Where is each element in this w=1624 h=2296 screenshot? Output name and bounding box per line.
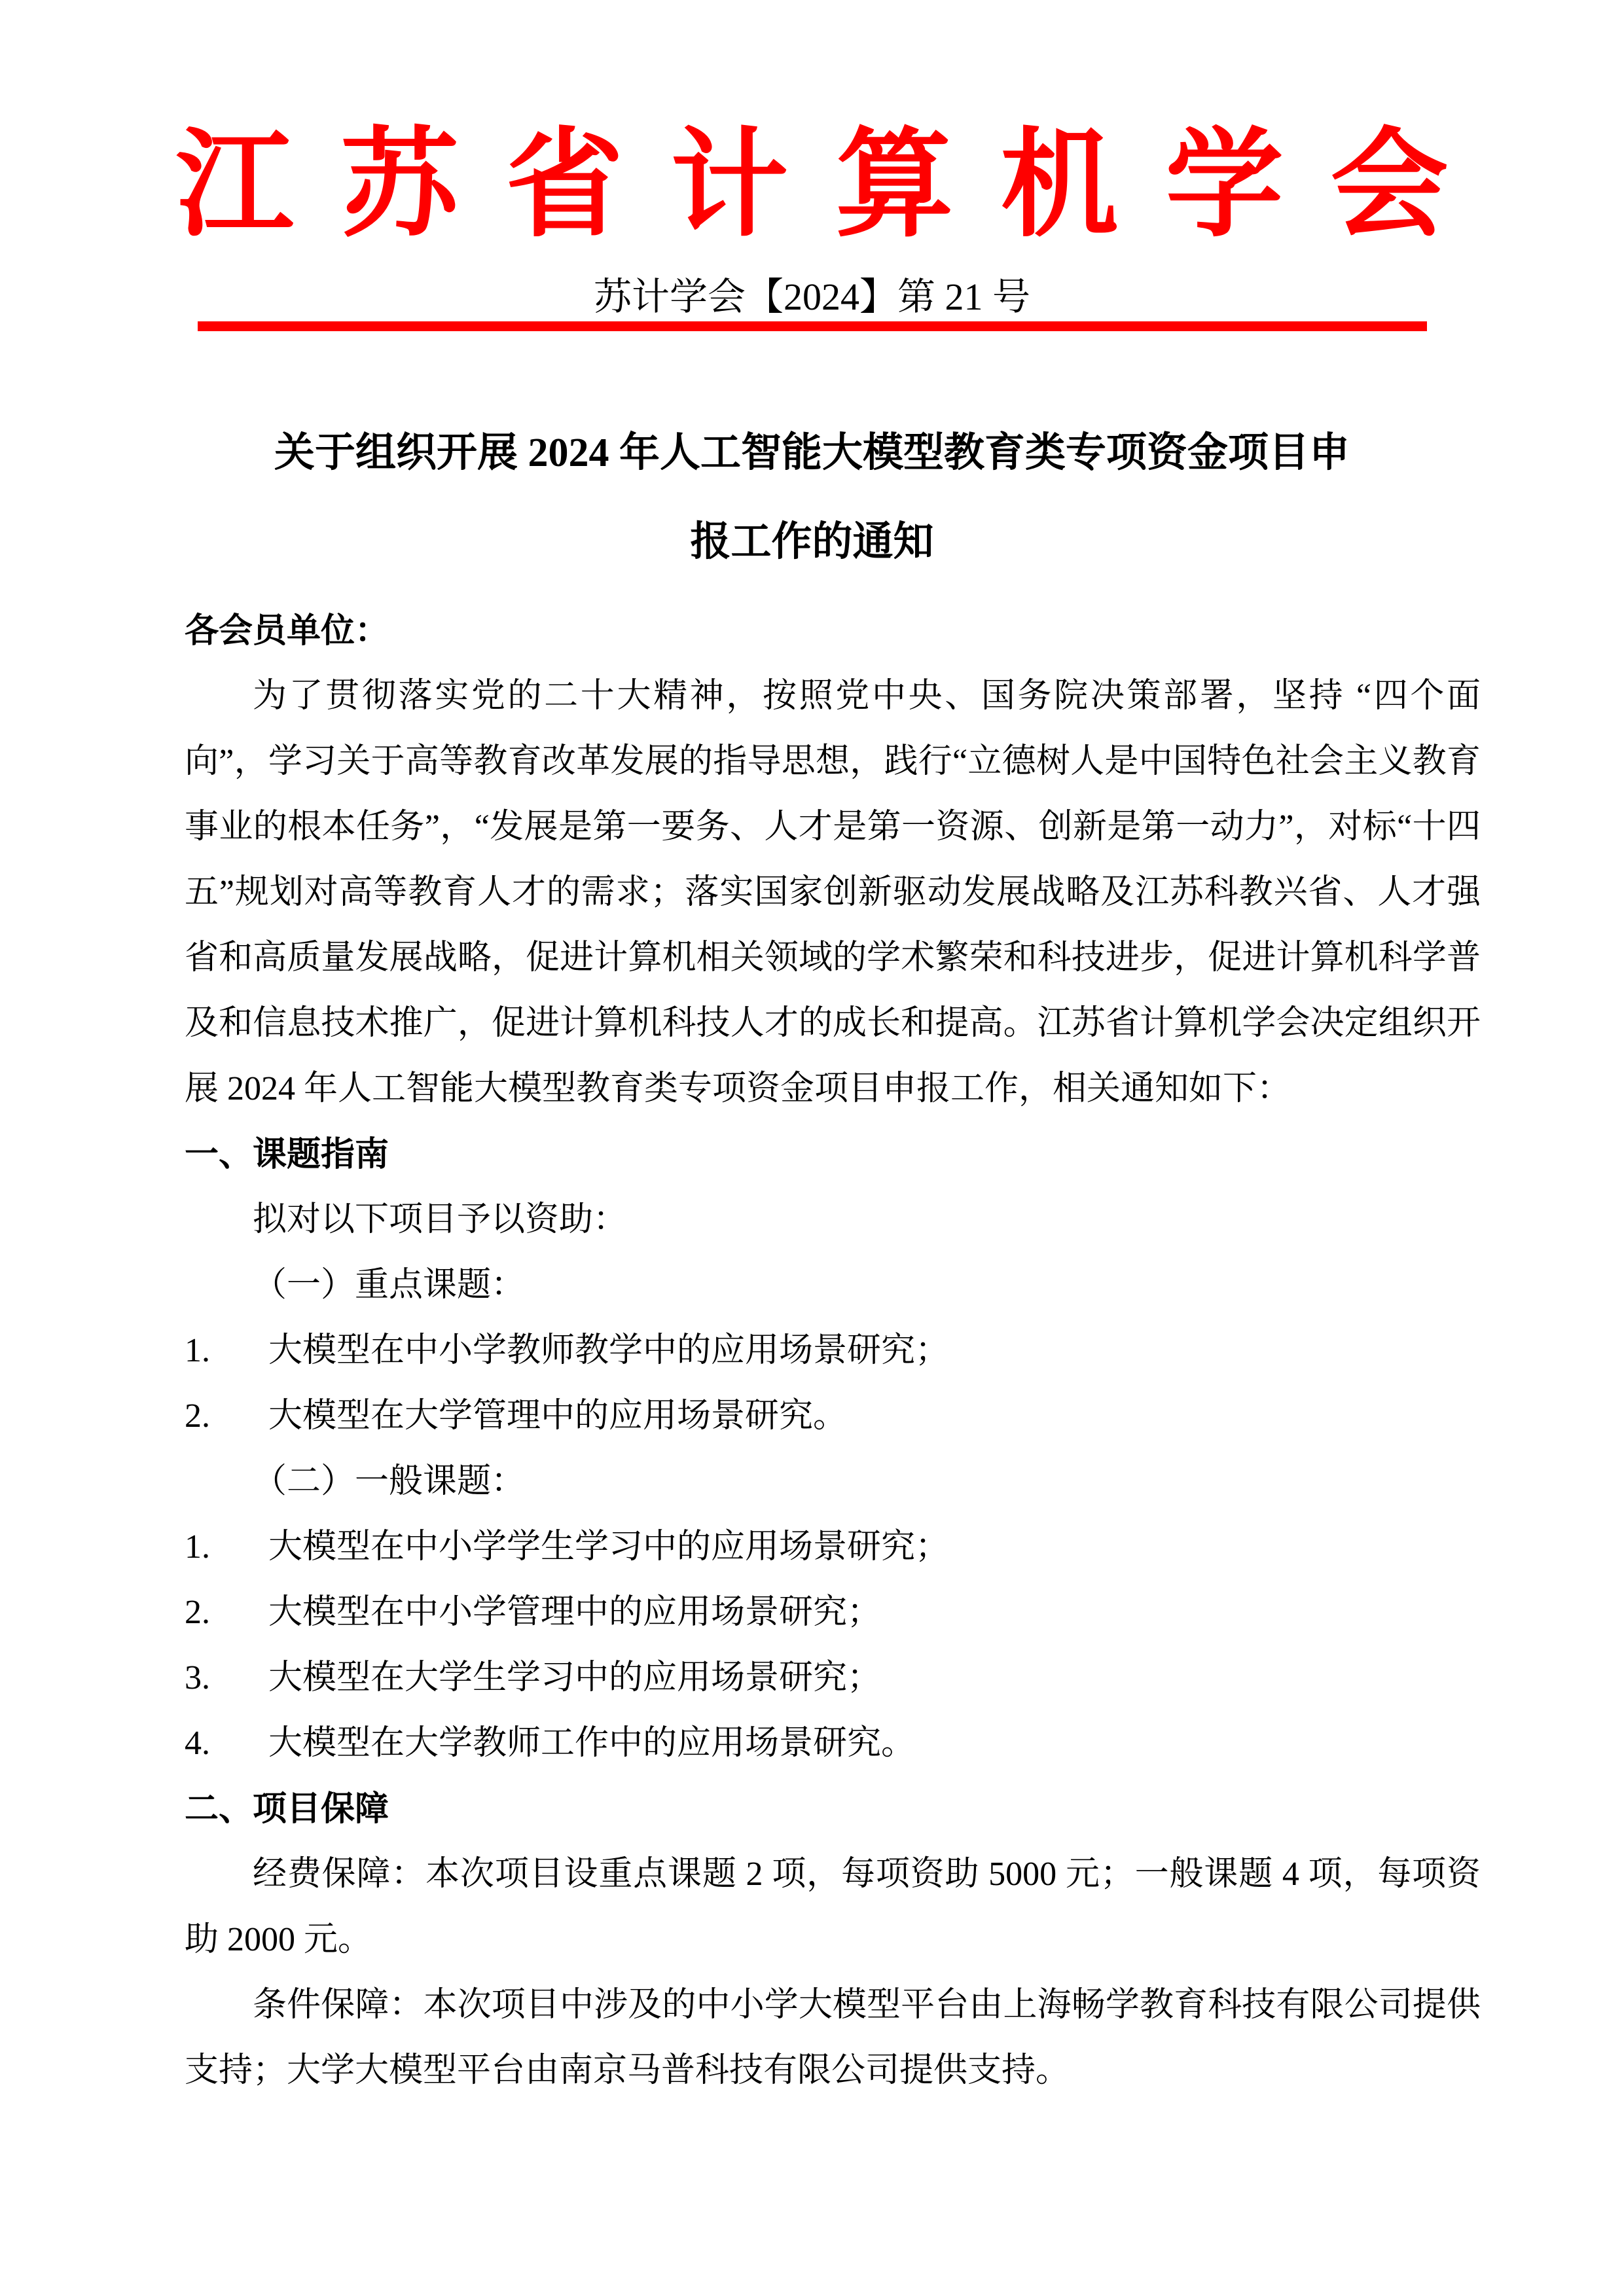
topic-text: 大模型在大学教师工作中的应用场景研究。: [268, 1724, 916, 1762]
general-topic-item-1: [185, 1515, 1481, 1580]
salutation: 各会员单位：: [185, 611, 389, 650]
section-1-heading: 一、课题指南: [185, 1135, 389, 1174]
topic-number: 1.: [185, 1331, 210, 1369]
topic-number: 4.: [185, 1724, 210, 1762]
topic-text: 大模型在大学生学习中的应用场景研究；: [268, 1659, 882, 1696]
topic-number: 1.: [185, 1528, 210, 1566]
general-topic-item-3: [185, 1645, 1481, 1711]
organization-title: 江苏省计算机学会: [175, 120, 1496, 251]
letterhead: [0, 0, 1624, 331]
document-number: 苏计学会【2024】第 21 号: [593, 275, 1030, 318]
key-topic-item-1: [185, 1318, 1481, 1384]
general-topics-label: （二）一般课题：: [253, 1462, 526, 1500]
key-topic-item-2: [185, 1384, 1481, 1449]
section-2-heading: 二、项目保障: [185, 1789, 389, 1828]
topic-text: 大模型在大学管理中的应用场景研究。: [268, 1397, 848, 1435]
condition-guarantee-paragraph: 条件保障：本次项目中涉及的中小学大模型平台由上海畅学教育科技有限公司提供支持；大学大模型平台由南京马普科技有限公司提供支持。: [185, 1986, 1481, 2089]
general-topic-item-2: [185, 1580, 1481, 1645]
funding-guarantee-paragraph: 经费保障：本次项目设重点课题 2 项，每项资助 5000 元；一般课题 4 项，每项资助 2000 元。: [185, 1855, 1481, 1958]
document-title-line-2: 报工作的通知: [690, 519, 934, 564]
letterhead-divider-line: [198, 321, 1427, 331]
document-title: [0, 408, 1624, 586]
topic-number: 2.: [185, 1593, 210, 1631]
topic-text: 大模型在中小学管理中的应用场景研究；: [268, 1593, 882, 1631]
section-1-intro: 拟对以下项目予以资助：: [253, 1200, 628, 1238]
general-topic-item-4: [185, 1711, 1481, 1776]
topic-number: 3.: [185, 1659, 210, 1696]
key-topics-label: （一）重点课题：: [253, 1266, 526, 1304]
document-body: [185, 598, 1481, 2104]
document-title-line-1: 关于组织开展 2024 年人工智能大模型教育类专项资金项目申: [274, 430, 1350, 475]
topic-text: 大模型在中小学教师教学中的应用场景研究；: [268, 1331, 950, 1369]
topic-number: 2.: [185, 1397, 210, 1435]
topic-text: 大模型在中小学学生学习中的应用场景研究；: [268, 1528, 950, 1566]
intro-paragraph: 为了贯彻落实党的二十大精神，按照党中央、国务院决策部署，坚持 “四个面向”，学习关于高等教育改革发展的指导思想，践行“立德树人是中国特色社会主义教育事业的根本任务”，“发展是第一要务、人才是第一资源、创新是第一动力”，对标“十四五”规划对高等教育人才的需求；落实国家创新驱动发展战略及江苏科教兴省、人才强省和高质量发展战略，促进计算机相关领域的学术繁荣和科技进步，促进计算机科学普及和信息技术推广，促进计算机科技人才的成长和提高。江苏省计算机学会决定组织开展 2024 年人工智能大模型教育类专项资金项目申报工作，相关通知如下：: [185, 677, 1481, 1107]
